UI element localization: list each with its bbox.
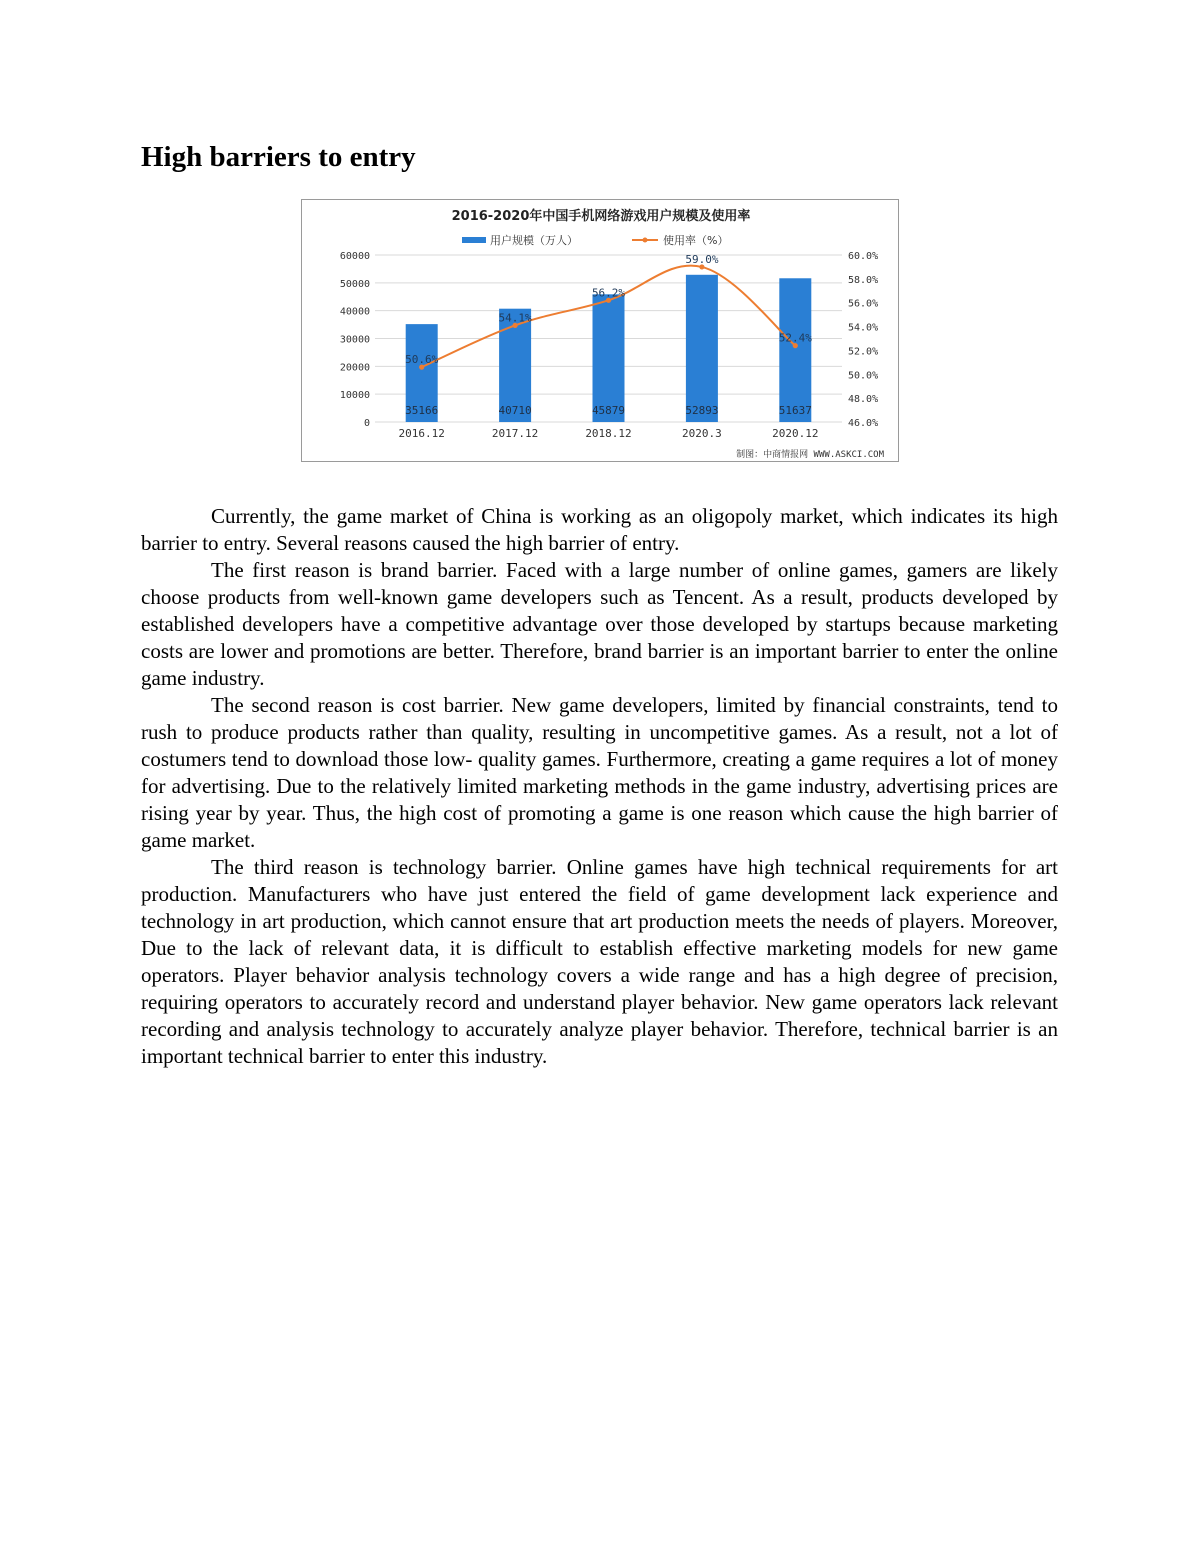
- y2-tick-label: 56.0%: [848, 298, 879, 310]
- bar: [593, 294, 625, 422]
- rate-data-label: 52.4%: [778, 331, 812, 345]
- y2-tick-label: 58.0%: [848, 274, 879, 286]
- x-tick-label: 2017.12: [491, 427, 539, 440]
- bar-data-label: 45879: [591, 404, 626, 417]
- x-tick-label: 2020.12: [772, 427, 819, 440]
- chart-title: 2016-2020年中国手机网络游戏用户规模及使用率: [451, 209, 751, 224]
- rate-data-label: 56.2%: [591, 286, 626, 300]
- rate-data-label: 59.0%: [685, 252, 719, 266]
- paragraph: The third reason is technology barrier. Online games have high technical requirements for art production. Manufacturers who have just entered the field of game development lack experience and technology in art production, which cannot ensure that art production meets the needs of players. Moreover, Due to the lack of relevant data, it is difficult to establish effective marketing models for new game operators. Player behavior analysis technology covers a wide range and has a high degree of precision, requiring operators to accurately record and understand player behavior. New game operators lack relevant recording and analysis technology to accurately analyze player behavior. Therefore, technical barrier is an important technical barrier to enter this industry.: [141, 855, 1058, 1068]
- bar-data-label: 51637: [778, 404, 812, 417]
- y-tick-label: 20000: [339, 362, 370, 374]
- legend-line-marker: [643, 238, 648, 243]
- legend-bar-swatch: [462, 237, 486, 243]
- y2-tick-label: 54.0%: [848, 322, 879, 334]
- y2-tick-label: 48.0%: [848, 394, 879, 406]
- bar: [686, 275, 718, 422]
- y-tick-label: 60000: [339, 251, 370, 262]
- x-tick-label: 2016.12: [398, 427, 445, 440]
- bar-data-label: 35166: [405, 404, 439, 417]
- chart-figure: [301, 199, 899, 462]
- page-heading: High barriers to entry: [141, 141, 416, 173]
- rate-data-label: 54.1%: [498, 311, 532, 325]
- y2-tick-label: 46.0%: [848, 418, 879, 429]
- bar-data-label: 40710: [498, 404, 532, 417]
- y-tick-label: 30000: [339, 334, 370, 346]
- chart-source: 制图：中商情报网 WWW.ASKCI.COM: [736, 450, 884, 460]
- legend-bar-label: 用户规模（万人）: [490, 234, 578, 247]
- x-tick-label: 2018.12: [585, 427, 632, 440]
- y-tick-label: 0: [363, 418, 370, 429]
- y-tick-label: 50000: [339, 278, 370, 290]
- y2-tick-label: 50.0%: [848, 370, 879, 382]
- rate-data-label: 50.6%: [405, 353, 439, 367]
- y-tick-label: 40000: [339, 306, 370, 318]
- y2-tick-label: 52.0%: [848, 346, 879, 358]
- paragraph: The first reason is brand barrier. Faced with a large number of online games, gamers are likely choose products from well-known game developers such as Tencent. As a result, products developed by established developers have a competitive advantage over those developed by startups because marketing costs are lower and promotions are better. Therefore, brand barrier is an important barrier to enter the online game industry.: [141, 558, 1058, 690]
- bar: [779, 278, 811, 422]
- body-text: [141, 503, 1058, 1070]
- legend-line-label: 使用率（%）: [663, 234, 729, 247]
- paragraph: Currently, the game market of China is working as an oligopoly market, which indicates its high barrier to entry. Several reasons caused the high barrier of entry.: [141, 504, 1058, 555]
- y-tick-label: 10000: [339, 390, 370, 402]
- chart-svg: [302, 200, 900, 463]
- paragraph: The second reason is cost barrier. New game developers, limited by financial constraints, tend to rush to produce products rather than quality, resulting in uncompetitive games. As a result, not a lot of costumers tend to download those low- quality games. Furthermore, creating a game requires a lot of money for advertising. Due to the relatively limited marketing methods in the game industry, advertising prices are rising year by year. Thus, the high cost of promoting a game is one reason which cause the high barrier of game market.: [141, 693, 1058, 852]
- bar-data-label: 52893: [685, 404, 719, 417]
- y2-tick-label: 60.0%: [848, 251, 879, 262]
- x-tick-label: 2020.3: [682, 427, 722, 440]
